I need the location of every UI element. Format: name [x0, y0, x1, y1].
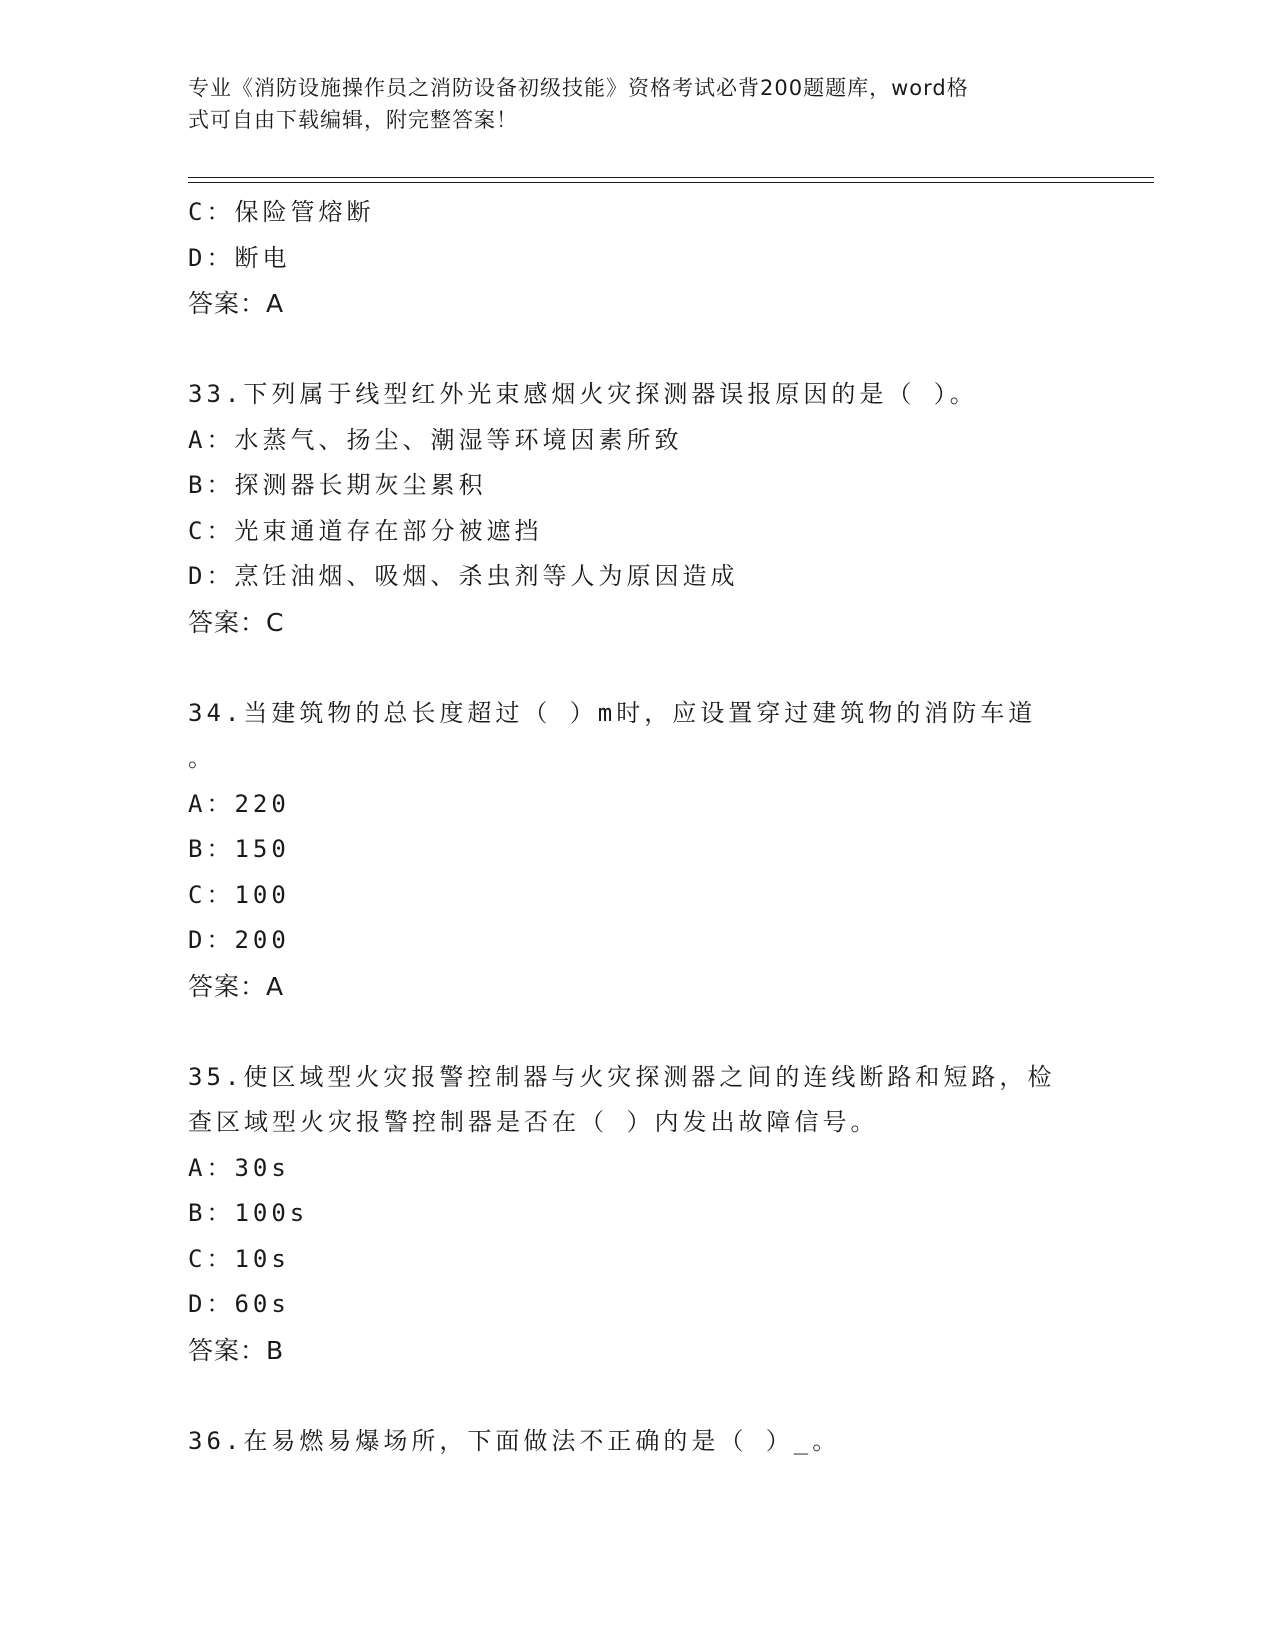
document-header — [188, 72, 1068, 136]
spacer — [188, 1009, 1088, 1055]
spacer — [188, 327, 1088, 373]
header-rule-top — [188, 177, 1154, 178]
spacer — [188, 1373, 1088, 1419]
q32-option-c: C：保险管熔断 — [188, 198, 375, 226]
q35-option-b: B：100s — [188, 1199, 309, 1227]
q33-answer: 答案：C — [188, 607, 285, 637]
q34-answer: 答案：A — [188, 971, 285, 1001]
q33-option-a: A：水蒸气、扬尘、潮湿等环境因素所致 — [188, 425, 683, 454]
header-line-2: 式可自由下载编辑，附完整答案！ — [188, 108, 518, 132]
q34-stem-line-2: 。 — [188, 744, 216, 772]
q32-option-d: D：断电 — [188, 243, 291, 272]
q33-option-d: D：烹饪油烟、吸烟、杀虫剂等人为原因造成 — [188, 562, 739, 590]
question-list — [188, 190, 1088, 1464]
header-rule-bottom — [188, 182, 1154, 183]
q33-stem: 33.下列属于线型红外光束感烟火灾探测器误报原因的是（ ）。 — [188, 380, 978, 408]
q35-stem-line-1: 35.使区域型火灾报警控制器与火灾探测器之间的连线断路和短路，检 — [188, 1062, 1056, 1091]
q33-option-c: C：光束通道存在部分被遮挡 — [188, 516, 543, 545]
q34-option-a: A：220 — [188, 789, 290, 818]
q35-stem-line-2: 查区域型火灾报警控制器是否在（ ）内发出故障信号。 — [188, 1108, 879, 1136]
q35-option-d: D：60s — [188, 1290, 290, 1318]
spacer — [188, 645, 1088, 691]
q34-option-b: B：150 — [188, 835, 290, 863]
q35-option-c: C：10s — [188, 1244, 290, 1273]
q34-stem-line-1: 34.当建筑物的总长度超过（ ）m时，应设置穿过建筑物的消防车道 — [188, 698, 1037, 727]
q34-option-c: C：100 — [188, 880, 290, 909]
q36-stem: 36.在易燃易爆场所，下面做法不正确的是（ ）_。 — [188, 1426, 841, 1455]
q34-option-d: D：200 — [188, 926, 290, 954]
header-line-1: 专业《消防设施操作员之消防设备初级技能》资格考试必背200题题库，word格 — [188, 76, 969, 100]
q33-option-b: B：探测器长期灰尘累积 — [188, 471, 487, 499]
q35-answer: 答案：B — [188, 1335, 285, 1365]
q35-option-a: A：30s — [188, 1153, 290, 1182]
q32-answer: 答案：A — [188, 289, 285, 318]
